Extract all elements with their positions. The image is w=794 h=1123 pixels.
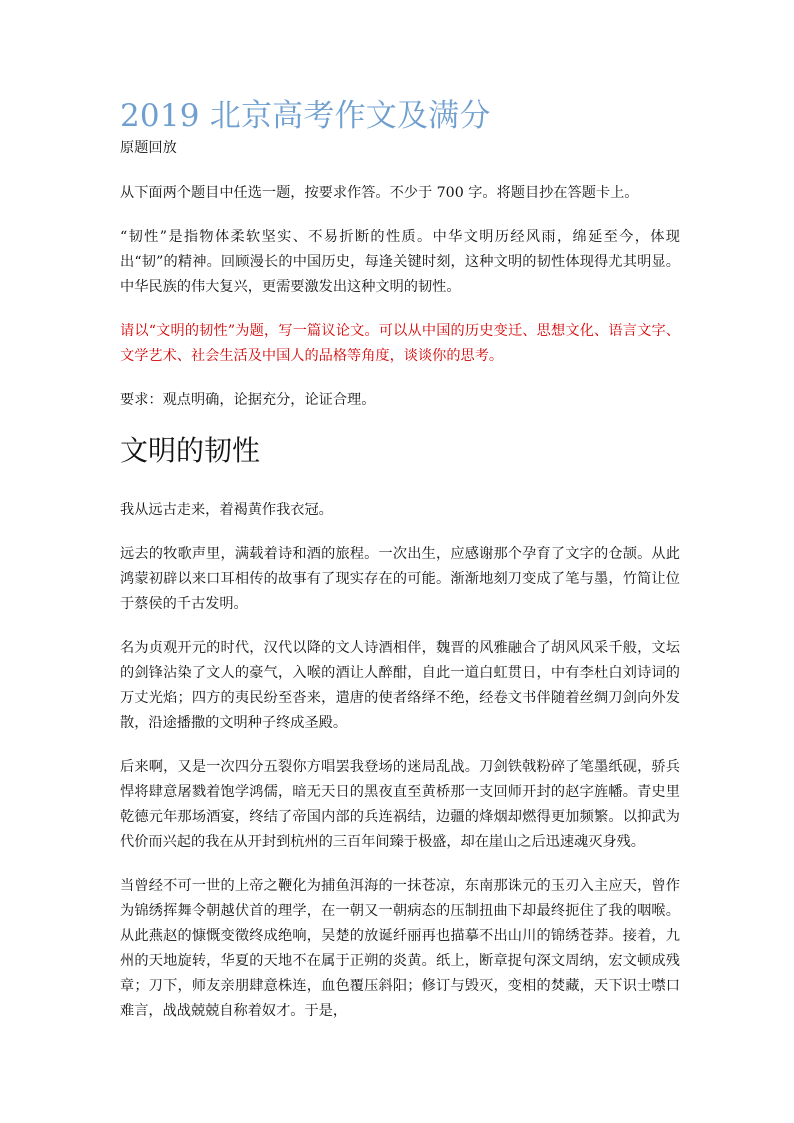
prompt-task-highlight: 请以“文明的韧性”为题，写一篇议论文。可以从中国的历史变迁、思想文化、语言文字、文学艺术、社会生活及中国人的品格等角度，谈谈你的思考。 [120, 323, 680, 364]
prompt-definition: “韧性”是指物体柔软坚实、不易折断的性质。中华文明历经风雨，绵延至今，体现出“韧”的精神。回顾漫长的中国历史，每逢关键时刻，这种文明的韧性体现得尤其明显。中华民族的伟大复兴，更需要激发出这种文明的韧性。 [120, 229, 680, 295]
essay-paragraph: 我从远古走来，着褐黄作我衣冠。 [120, 502, 333, 518]
prompt-instruction: 从下面两个题目中任选一题，按要求作答。不少于 700 字。将题目抄在答题卡上。 [120, 185, 639, 201]
essay-paragraph: 远去的牧歌声里，满载着诗和酒的旅程。一次出生，应感谢那个孕育了文字的仓颉。从此鸿蒙初辟以来口耳相传的故事有了现实存在的可能。渐渐地刻刀变成了笔与墨，竹简让位于蔡侯的千古发明。 [120, 546, 680, 612]
document-subtitle: 原题回放 [120, 140, 177, 156]
document-page [120, 96, 680, 1043]
prompt-requirements: 要求：观点明确，论据充分，论证合理。 [120, 392, 376, 408]
document-title: 2019 北京高考作文及满分 [120, 98, 491, 134]
essay-title: 文明的韧性 [120, 434, 261, 467]
essay-paragraph: 名为贞观开元的时代，汉代以降的文人诗酒相伴，魏晋的风雅融合了胡风风采千般，文坛的剑锋沾染了文人的豪气，入喉的酒让人醉酣，自此一道白虹贯日，中有李杜白刘诗词的万丈光焰；四方的夷民纷至沓来，遣唐的使者络绎不绝，经卷文书伴随着丝绸刀剑向外发散，沿途播撒的文明种子终成圣殿。 [120, 640, 680, 731]
essay-paragraph: 当曾经不可一世的上帝之鞭化为捕鱼洱海的一抹苍凉，东南那诛元的玉刃入主应天，曾作为锦绣挥舞令朝越伏首的理学，在一朝又一朝病态的压制扭曲下却最终扼住了我的咽喉。从此燕赵的慷慨变徵终成绝响，吴楚的放诞纤丽再也描摹不出山川的锦绣苍莽。接着，九州的天地旋转，华夏的天地不在属于正朔的炎黄。纸上，断章捉句深文周纳，宏文顿成残章；刀下，师友亲朋肆意株连，血色覆压斜阳；修订与毁灭，变相的焚藏，天下识士噤口难言，战战兢兢自称着奴才。于是， [120, 878, 680, 1019]
essay-paragraph: 后来啊，又是一次四分五裂你方唱罢我登场的迷局乱战。刀剑铁戟粉碎了笔墨纸砚，骄兵悍将肆意屠戮着饱学鸿儒，暗无天日的黑夜直至黄桥那一支回师开封的赵字旌幡。青史里乾德元年那场酒宴，终结了帝国内部的兵连祸结，边疆的烽烟却燃得更加频繁。以抑武为代价而兴起的我在从开封到杭州的三百年间臻于极盛，却在崖山之后迅速魂灭身残。 [120, 759, 680, 850]
